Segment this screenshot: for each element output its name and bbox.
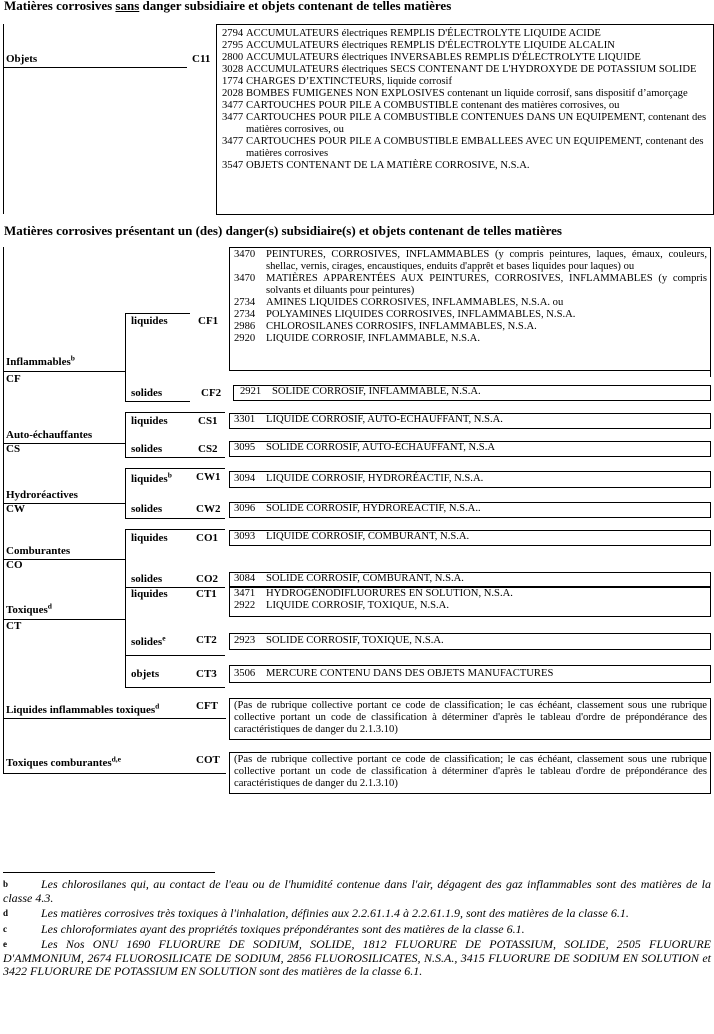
- un-number: 3547: [222, 160, 244, 171]
- entry-row: [234, 249, 707, 273]
- entry-text: CARTOUCHES POUR PILE A COMBUSTIBLE EMBALLEES AVEC UN EQUIPEMENT, contenant des matières corrosives: [246, 136, 704, 159]
- cf-group-name: Inflammables$^b$: [6, 353, 75, 368]
- cft-rule: [3, 718, 226, 719]
- entry-row: [222, 136, 709, 160]
- entry-text: ACCUMULATEURS électriques INVERSABLES REMPLIS D'ÉLECTROLYTE LIQUIDE: [246, 52, 641, 63]
- un-number: 2734: [234, 309, 256, 320]
- co2-code: CO2: [196, 573, 218, 585]
- ct2-entry-box: 2923 SOLIDE CORROSIF, TOXIQUE, N.S.A.: [229, 633, 711, 650]
- cs-group-name: Auto-échauffantes: [6, 429, 93, 441]
- un-number: 2800: [222, 52, 244, 63]
- section1-title: Matières corrosives sans danger subsidiaire et objets contenant de telles matières: [4, 0, 452, 13]
- co1-rule: [125, 529, 225, 530]
- cw1-subtype: liquides$^b$: [131, 470, 172, 485]
- un-number: 2920: [234, 333, 256, 344]
- cs1-entry-box: 3301 LIQUIDE CORROSIF, AUTO-ÉCHAUFFANT, N.S.A.: [229, 413, 711, 429]
- cf2-rule: [125, 401, 190, 402]
- cf-group-code: CF: [6, 373, 21, 385]
- cft-code: CFT: [196, 700, 218, 712]
- ct1-subtype: liquides: [131, 588, 168, 600]
- footnote-mark: c: [3, 923, 7, 934]
- entry-row: [234, 273, 707, 297]
- co1-code: CO1: [196, 532, 218, 544]
- cs2-subtype: solides: [131, 443, 163, 455]
- un-number: 3477: [222, 112, 244, 123]
- cs2-entry-box: 3095 SOLIDE CORROSIF, AUTO-ÉCHAUFFANT, N.S.A: [229, 441, 711, 457]
- cf-bracket: [125, 313, 126, 401]
- co2-subtype: solides: [131, 573, 163, 585]
- entry-text: OBJETS CONTENANT DE LA MATIÈRE CORROSIVE, N.S.A.: [246, 160, 530, 171]
- ct1-entries-box: [229, 587, 711, 617]
- cs1-code: CS1: [198, 415, 218, 427]
- entry-row: [222, 88, 709, 100]
- footnote-mark: b: [3, 879, 9, 889]
- entry-row: [234, 333, 707, 345]
- un-number: 2028: [222, 88, 244, 99]
- entry-text: ACCUMULATEURS électriques REMPLIS D'ÉLECTROLYTE LIQUIDE ACIDE: [246, 28, 601, 39]
- entry-row: [234, 309, 707, 321]
- entry-row: [222, 100, 709, 112]
- cf-name-rule: [3, 371, 125, 372]
- entry-row: [222, 76, 709, 88]
- objets-label: Objets: [6, 53, 38, 65]
- co1-subtype: liquides: [131, 532, 168, 544]
- un-number: 3477: [222, 136, 244, 147]
- cft-note-box: (Pas de rubrique collective portant ce code de classification; le cas échéant, classement sous une rubrique collective portant un code de classification à déterminer d'après le tableau d'ordre de prépondérance des caractéristiques de danger du 2.1.3.10): [229, 698, 711, 740]
- cf1-entries-box: [229, 247, 711, 371]
- entry-text: LIQUIDE CORROSIF, INFLAMMABLE, N.S.A.: [266, 333, 480, 344]
- entry-text: CHARGES D’EXTINCTEURS, liquide corrosif: [246, 76, 452, 87]
- entry-text: MATIÈRES APPARENTÉES AUX PEINTURES, CORROSIVES, INFLAMMABLES (y compris solvants et diluants pour peintures): [266, 273, 707, 296]
- cs1-rule: [125, 412, 225, 413]
- un-number: 3471: [234, 588, 256, 599]
- ct2-subtype: solides$^e$: [131, 633, 166, 648]
- entry-row: [234, 600, 710, 612]
- cf1-box-tail: [710, 371, 711, 377]
- ct2-code: CT2: [196, 634, 217, 646]
- entry-text: HYDROGÉNODIFLUORURES EN SOLUTION, N.S.A.: [266, 588, 513, 599]
- footnote-mark: e: [3, 939, 7, 949]
- cf2-entry-box: 2921 SOLIDE CORROSIF, INFLAMMABLE, N.S.A.: [233, 385, 711, 401]
- cs2-code: CS2: [198, 443, 218, 455]
- entry-text: CHLOROSILANES CORROSIFS, INFLAMMABLES, N.S.A.: [266, 321, 537, 332]
- section2-left-rule: [3, 247, 4, 774]
- un-number: 2986: [234, 321, 256, 332]
- footnote-text: Les chloroformiates ayant des propriétés toxiques prépondérantes sont des matières de la classe 6.1.: [41, 921, 525, 936]
- un-number: 2734: [234, 297, 256, 308]
- section2-title: Matières corrosives présentant un (des) danger(s) subsidiaire(s) et objets contenant de telles matières: [4, 223, 562, 238]
- cw-group-code: CW: [6, 503, 25, 515]
- co-group-name: Comburantes: [6, 545, 71, 557]
- ct-group-code: CT: [6, 620, 22, 632]
- footnotes: [3, 878, 711, 981]
- footnote-text: Les matières corrosives très toxiques à l'inhalation, définies aux 2.2.61.1.4 à 2.2.61.1.9, sont des matières de la classe 6.1.: [41, 906, 629, 920]
- entry-text: LIQUIDE CORROSIF, TOXIQUE, N.S.A.: [266, 600, 449, 611]
- entry-text: CARTOUCHES POUR PILE A COMBUSTIBLE contenant des matières corrosives, ou: [246, 100, 620, 111]
- footnote: [3, 878, 711, 905]
- footnote: [3, 923, 711, 937]
- cft-group-name: Liquides inflammables toxiques$^d$: [6, 701, 160, 716]
- un-number: 2795: [222, 40, 244, 51]
- co-bracket: [125, 529, 126, 587]
- entry-text: PEINTURES, CORROSIVES, INFLAMMABLES (y compris peintures, laques, émaux, couleurs, shellac, vernis, cirages, encaustiques, enduits d'apprêt et bases liquides pour laques) ou: [266, 249, 707, 272]
- cw1-entry-box: 3094 LIQUIDE CORROSIF, HYDRORÉACTIF, N.S.A.: [229, 471, 711, 488]
- footnote: [3, 938, 711, 979]
- cs-group-code: CS: [6, 443, 21, 455]
- ct2-rule: [125, 655, 225, 656]
- c11-code: C11: [192, 53, 211, 65]
- objets-rule: [3, 67, 187, 68]
- entry-text: AMINES LIQUIDES CORROSIVES, INFLAMMABLES, N.S.A. ou: [266, 297, 564, 308]
- entry-row: [222, 112, 709, 136]
- cw2-subtype: solides: [131, 503, 163, 515]
- entry-text: POLYAMINES LIQUIDES CORROSIVES, INFLAMMABLES, N.S.A.: [266, 309, 576, 320]
- ct-bracket: [125, 587, 126, 687]
- footnote-separator: [3, 872, 215, 873]
- cw2-rule: [125, 518, 225, 519]
- section1-left-rule: [3, 24, 4, 214]
- un-number: 1774: [222, 76, 244, 87]
- cf1-subtype: liquides: [131, 315, 168, 327]
- entry-text: BOMBES FUMIGENES NON EXPLOSIVES contenant un liquide corrosif, sans dispositif d’amorçage: [246, 88, 688, 99]
- un-number: 3028: [222, 64, 244, 75]
- un-number: 2922: [234, 600, 256, 611]
- ct3-code: CT3: [196, 668, 217, 680]
- c11-entries-box: [216, 24, 714, 215]
- cf2-code: CF2: [201, 387, 222, 399]
- cs-name-rule: [3, 443, 125, 444]
- footnote-mark: d: [3, 908, 9, 918]
- cw-group-name: Hydroréactives: [6, 489, 78, 501]
- entry-text: ACCUMULATEURS électriques SECS CONTENANT DE L'HYDROXYDE DE POTASSIUM SOLIDE: [246, 64, 697, 75]
- footnote-text: Les Nos ONU 1690 FLUORURE DE SODIUM, SOLIDE, 1812 FLUORURE DE POTASSIUM, SOLIDE, 2505 FLUORURE D'AMMONIUM, 2674 FLUOROSILICATE DE SODIUM, 2856 FLUOROSILICATES, N.S.A., 3415 FLUORURE DE SODIUM EN SOLUTION et 3422 FLUORURE DE POTASSIUM EN SOLUTION sont des matières de la classe 6.1.: [3, 937, 711, 978]
- cot-code: COT: [196, 754, 220, 766]
- un-number: 3470: [234, 249, 256, 260]
- entry-text: CARTOUCHES POUR PILE A COMBUSTIBLE CONTENUES DANS UN EQUIPEMENT, contenant des matières corrosives, ou: [246, 112, 707, 135]
- cf1-code: CF1: [198, 315, 219, 327]
- co1-entry-box: 3093 LIQUIDE CORROSIF, COMBURANT, N.S.A.: [229, 530, 711, 546]
- cw1-rule: [125, 468, 225, 469]
- cw1-code: CW1: [196, 471, 221, 483]
- un-number: 3477: [222, 100, 244, 111]
- entry-row: [222, 64, 709, 76]
- entry-row: [234, 321, 707, 333]
- co-group-code: CO: [6, 559, 23, 571]
- entry-text: ACCUMULATEURS électriques REMPLIS D'ÉLECTROLYTE LIQUIDE ALCALIN: [246, 40, 615, 51]
- entry-row: [222, 40, 709, 52]
- co2-entry-box: 3084 SOLIDE CORROSIF, COMBURANT, N.S.A.: [229, 572, 711, 587]
- cw2-code: CW2: [196, 503, 221, 515]
- cf1-rule: [125, 313, 190, 314]
- entry-row: [222, 28, 709, 40]
- cs2-rule: [125, 457, 225, 458]
- entry-row: [234, 588, 710, 600]
- cs-bracket: [125, 412, 126, 457]
- cw2-entry-box: 3096 SOLIDE CORROSIF, HYDRORÉACTIF, N.S.A..: [229, 502, 711, 518]
- entry-row: [222, 52, 709, 64]
- cot-group-name: Toxiques comburantes$^{d,e}$: [6, 754, 122, 769]
- footnote: [3, 907, 711, 921]
- ct3-rule: [125, 687, 225, 688]
- un-number: 2794: [222, 28, 244, 39]
- ct1-code: CT1: [196, 588, 217, 600]
- cot-note-box: (Pas de rubrique collective portant ce code de classification; le cas échéant, classement sous une rubrique collective portant un code de classification à déterminer d'après le tableau d'ordre de prépondérance des caractéristiques de danger du 2.1.3.10): [229, 752, 711, 794]
- cs1-subtype: liquides: [131, 415, 168, 427]
- ct-name-rule: [3, 619, 125, 620]
- cf2-subtype: solides: [131, 387, 163, 399]
- ct-group-name: Toxiques$^d$: [6, 601, 52, 616]
- entry-row: [234, 297, 707, 309]
- footnote-text: Les chlorosilanes qui, au contact de l'eau ou de l'humidité contenue dans l'air, dégagent des gaz inflammables sont des matières de la classe 4.3.: [3, 877, 711, 905]
- cot-rule: [3, 773, 226, 774]
- cw-bracket: [125, 468, 126, 518]
- entry-row: [222, 160, 709, 172]
- ct3-entry-box: 3506 MERCURE CONTENU DANS DES OBJETS MANUFACTURES: [229, 665, 711, 683]
- ct3-subtype: objets: [131, 668, 160, 680]
- un-number: 3470: [234, 273, 256, 284]
